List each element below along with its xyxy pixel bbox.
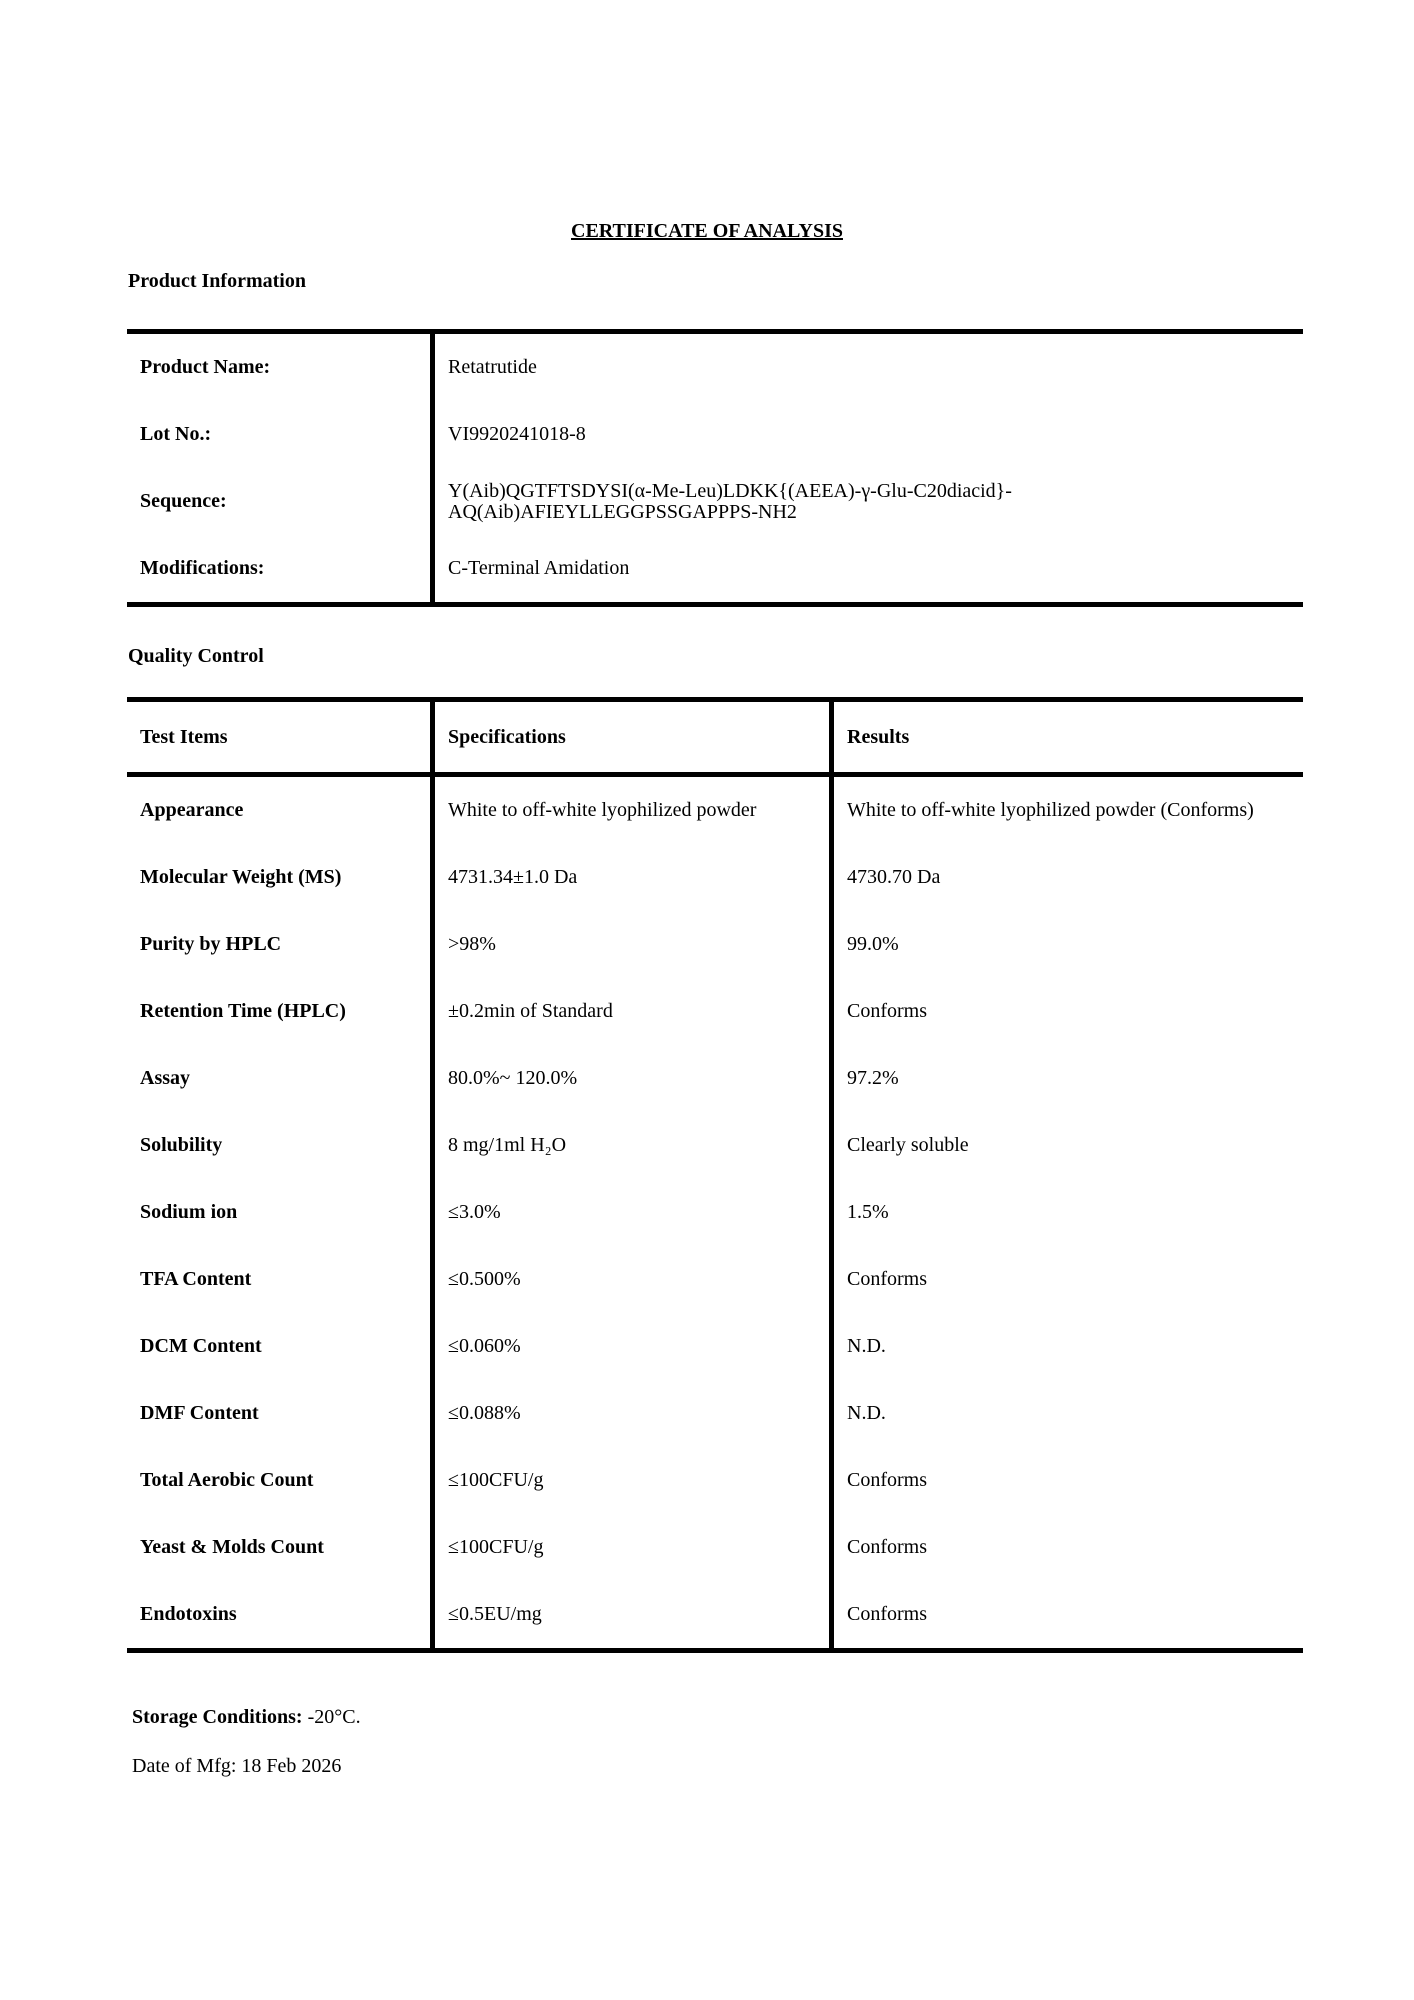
product-name-value: Retatrutide	[448, 356, 537, 378]
test-item-cell: Endotoxins	[127, 1581, 435, 1648]
specification-cell: 80.0%~ 120.0%	[435, 1045, 834, 1112]
table-row	[127, 911, 1303, 978]
quality-control-body	[127, 777, 1303, 1648]
result-cell: 99.0%	[847, 933, 899, 955]
table-row	[127, 978, 1303, 1045]
table-row	[127, 1045, 1303, 1112]
modifications-label: Modifications:	[127, 535, 435, 602]
table-row	[127, 844, 1303, 911]
result-cell: N.D.	[847, 1402, 886, 1424]
table-row	[127, 1246, 1303, 1313]
column-header-specifications: Specifications	[435, 702, 834, 772]
product-info-row	[127, 401, 1303, 468]
table-row	[127, 1514, 1303, 1581]
storage-conditions-value: -20°C.	[302, 1706, 361, 1728]
specification-cell: ≤0.060%	[435, 1313, 834, 1380]
specification-cell: >98%	[435, 911, 834, 978]
test-item-cell: Sodium ion	[127, 1179, 435, 1246]
product-name-label: Product Name:	[127, 334, 435, 401]
test-item-cell: Solubility	[127, 1112, 435, 1179]
specification-cell: ≤0.088%	[435, 1380, 834, 1447]
date-of-manufacture: Date of Mfg: 18 Feb 2026	[132, 1755, 342, 1777]
specification-cell: ±0.2min of Standard	[435, 978, 834, 1045]
specification-cell: ≤100CFU/g	[435, 1514, 834, 1581]
product-info-row	[127, 334, 1303, 401]
specification-cell: 4731.34±1.0 Da	[435, 844, 834, 911]
document-title: CERTIFICATE OF ANALYSIS	[571, 220, 843, 242]
test-item-cell: DCM Content	[127, 1313, 435, 1380]
storage-conditions-label: Storage Conditions:	[132, 1706, 303, 1728]
result-cell: Conforms	[847, 1469, 927, 1491]
result-cell: White to off-white lyophilized powder (Conforms)	[847, 799, 1254, 821]
test-item-cell: Assay	[127, 1045, 435, 1112]
lot-no-label: Lot No.:	[127, 401, 435, 468]
test-item-cell: Appearance	[127, 777, 435, 844]
test-item-cell: Purity by HPLC	[127, 911, 435, 978]
result-cell: Conforms	[847, 1536, 927, 1558]
specification-cell: ≤0.5EU/mg	[435, 1581, 834, 1648]
table-row	[127, 1112, 1303, 1179]
test-item-cell: Retention Time (HPLC)	[127, 978, 435, 1045]
sequence-value: Y(Aib)QGTFTSDYSI(α-Me-Leu)LDKK{(AEEA)-γ-Glu-C20diacid}- AQ(Aib)AFIEYLLEGGPSSGAPPPS-NH2	[448, 479, 1012, 523]
test-item-cell: Total Aerobic Count	[127, 1447, 435, 1514]
quality-control-heading: Quality Control	[128, 645, 264, 667]
product-info-heading: Product Information	[128, 270, 306, 292]
specification-cell: ≤3.0%	[435, 1179, 834, 1246]
specification-cell: 8 mg/1ml H₂O	[435, 1112, 834, 1179]
result-cell: Conforms	[847, 1603, 927, 1625]
product-info-table	[127, 329, 1303, 607]
table-row	[127, 1447, 1303, 1514]
specification-cell: ≤0.500%	[435, 1246, 834, 1313]
product-info-row	[127, 468, 1303, 535]
specification-cell: ≤100CFU/g	[435, 1447, 834, 1514]
sequence-label: Sequence:	[127, 468, 435, 535]
result-cell: 97.2%	[847, 1067, 899, 1089]
result-cell: Clearly soluble	[847, 1134, 969, 1156]
product-info-row	[127, 535, 1303, 602]
result-cell: Conforms	[847, 1268, 927, 1290]
table-header-row	[127, 702, 1303, 777]
lot-no-value: VI9920241018-8	[448, 423, 586, 445]
table-row	[127, 777, 1303, 844]
table-row	[127, 1313, 1303, 1380]
result-cell: 4730.70 Da	[847, 866, 941, 888]
table-row	[127, 1380, 1303, 1447]
test-item-cell: DMF Content	[127, 1380, 435, 1447]
table-row	[127, 1581, 1303, 1648]
column-header-results: Results	[847, 725, 910, 748]
storage-conditions	[132, 1706, 361, 1729]
column-header-test-items: Test Items	[127, 702, 435, 772]
result-cell: 1.5%	[847, 1201, 889, 1223]
test-item-cell: Yeast & Molds Count	[127, 1514, 435, 1581]
result-cell: Conforms	[847, 1000, 927, 1022]
modifications-value: C-Terminal Amidation	[448, 557, 630, 579]
result-cell: N.D.	[847, 1335, 886, 1357]
specification-cell: White to off-white lyophilized powder	[435, 777, 834, 844]
table-row	[127, 1179, 1303, 1246]
quality-control-table	[127, 697, 1303, 1653]
test-item-cell: Molecular Weight (MS)	[127, 844, 435, 911]
test-item-cell: TFA Content	[127, 1246, 435, 1313]
